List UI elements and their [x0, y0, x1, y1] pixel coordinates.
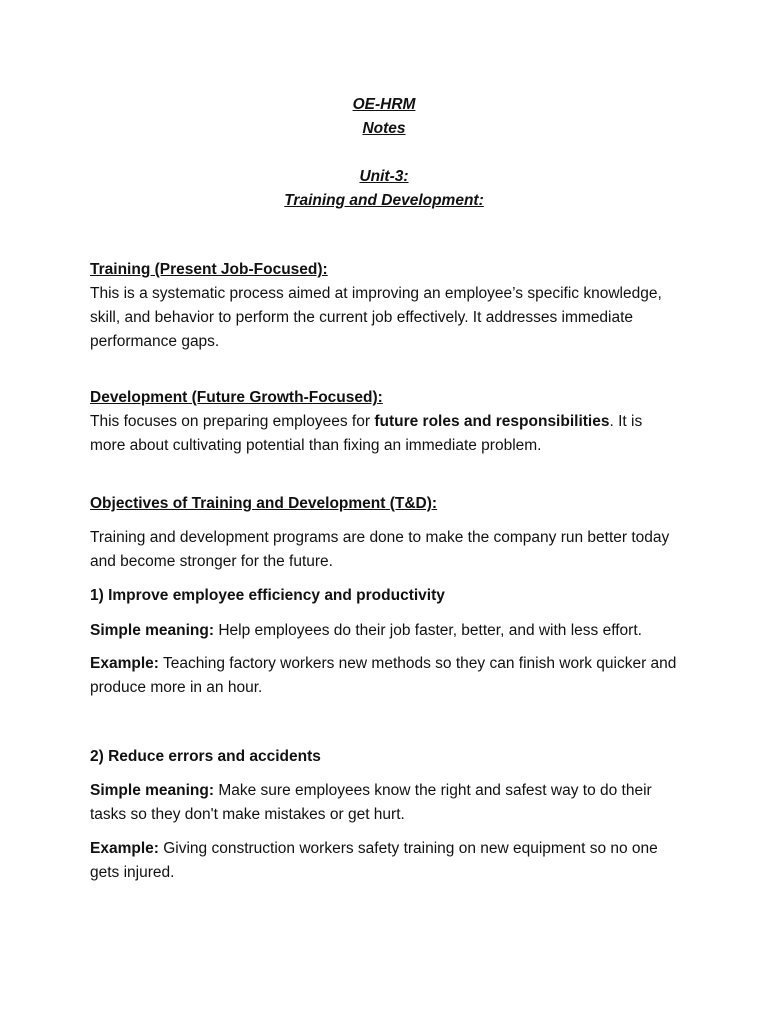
objectives-intro: Training and development programs are done to make the company run better today and become stronger for the future. — [90, 529, 670, 570]
meaning-label: Simple meaning: — [90, 782, 215, 799]
example-text: Teaching factory workers new methods so they can finish work quicker and produce more in an hour. — [90, 655, 677, 696]
example-label: Example: — [90, 840, 159, 857]
meaning-text: Help employees do their job faster, better, and with less effort. — [214, 622, 642, 639]
example-text: Giving construction workers safety training on new equipment so no one gets injured. — [90, 840, 658, 881]
objective-meaning — [90, 619, 680, 643]
objective-example — [90, 652, 680, 700]
meaning-text: Make sure employees know the right and safest way to do their tasks so they don't make mistakes or get hurt. — [90, 782, 652, 823]
doc-title: OE-HRM — [352, 96, 416, 113]
development-body-pre: This focuses on preparing employees for — [90, 413, 375, 430]
objectives-heading: Objectives of Training and Development (T&D): — [90, 495, 438, 512]
training-body: This is a systematic process aimed at improving an employee’s specific knowledge, skill, and behavior to perform the current job effectively. It addresses immediate performance gaps. — [90, 285, 662, 350]
meaning-label: Simple meaning: — [90, 622, 215, 639]
development-body — [90, 410, 680, 458]
example-label: Example: — [90, 655, 159, 672]
development-body-bold: future roles and responsibilities — [374, 413, 610, 430]
objective-title: 1) Improve employee efficiency and productivity — [90, 587, 445, 604]
development-body-post: . It is more about cultivating potential than fixing an immediate problem. — [90, 413, 643, 454]
development-heading: Development (Future Growth-Focused): — [90, 389, 383, 406]
objective-title: 2) Reduce errors and accidents — [90, 748, 321, 765]
training-heading: Training (Present Job-Focused): — [90, 261, 328, 278]
objective-example — [90, 837, 680, 885]
unit-title: Training and Development: — [284, 192, 484, 209]
doc-subtitle: Notes — [362, 120, 406, 137]
unit-label: Unit-3: — [359, 168, 409, 185]
objective-meaning — [90, 779, 680, 827]
